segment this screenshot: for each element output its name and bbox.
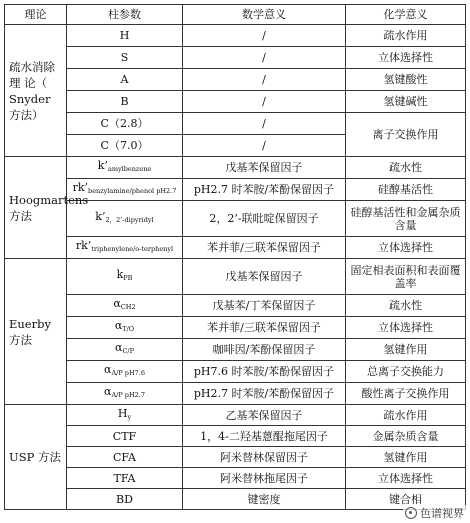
watermark <box>403 505 466 521</box>
table-row <box>5 468 466 489</box>
math-cell: 苯并菲/三联苯保留因子 <box>183 237 346 259</box>
table-row <box>5 361 466 383</box>
chem-cell: 硅醇基活性 <box>346 179 466 201</box>
param-cell: $rk’_{triphenylene/o-terphenyl}$ <box>67 237 183 259</box>
header-row <box>5 5 466 25</box>
math-cell: 阿米替林拖尾因子 <box>183 468 346 489</box>
chem-cell: 氢键碱性 <box>346 91 466 113</box>
table-row <box>5 113 466 135</box>
math-cell: 戊基苯保留因子 <box>183 157 346 179</box>
param-cell: $rk’_{benzylamine/phenol pH2.7}$ <box>67 179 183 201</box>
table-row <box>5 69 466 91</box>
chem-cell: 金属杂质含量 <box>346 426 466 447</box>
chem-cell: 总离子交换能力 <box>346 361 466 383</box>
math-cell: / <box>183 47 346 69</box>
table-row <box>5 405 466 426</box>
chem-cell: 固定相表面积和表面覆盖率 <box>346 259 466 295</box>
param-cell: CFA <box>67 447 183 468</box>
math-cell: 戊基苯保留因子 <box>183 259 346 295</box>
math-cell: 1，4-二羟基蒽醌拖尾因子 <box>183 426 346 447</box>
param-cell: $k’_{amylbenzene}$ <box>67 157 183 179</box>
math-cell: / <box>183 135 346 157</box>
table-row <box>5 489 466 510</box>
chem-cell: 氢键作用 <box>346 339 466 361</box>
math-cell: 咖啡因/苯酚保留因子 <box>183 339 346 361</box>
param-cell: $k_{PB}$ <box>67 259 183 295</box>
math-cell: 乙基苯保留因子 <box>183 405 346 426</box>
chem-cell: 疏水性 <box>346 295 466 317</box>
param-cell: $\alpha_{A/P pH2.7}$ <box>67 383 183 405</box>
chem-cell: 立体选择性 <box>346 47 466 69</box>
chem-cell: 立体选择性 <box>346 468 466 489</box>
chem-cell: 立体选择性 <box>346 317 466 339</box>
param-cell: B <box>67 91 183 113</box>
math-cell: / <box>183 69 346 91</box>
math-cell: / <box>183 25 346 47</box>
table-row <box>5 91 466 113</box>
chem-cell: 离子交换作用 <box>346 113 466 157</box>
param-cell: TFA <box>67 468 183 489</box>
math-cell: 苯并菲/三联苯保留因子 <box>183 317 346 339</box>
table-row <box>5 383 466 405</box>
param-cell: $k’_{2,2’-dipyridyl}$ <box>67 201 183 237</box>
param-cell: $H_y$ <box>67 405 183 426</box>
table-row <box>5 237 466 259</box>
header-chem: 化学意义 <box>346 5 466 25</box>
table-row <box>5 447 466 468</box>
theory-snyder: 疏水消除理 论（ Snyder 方法） <box>5 25 67 157</box>
param-cell: A <box>67 69 183 91</box>
chem-cell: 硅醇基活性和金属杂质含量 <box>346 201 466 237</box>
watermark-text: 色谱视界 <box>420 507 464 520</box>
math-cell: pH2.7 时苯胺/苯酚保留因子 <box>183 383 346 405</box>
chem-cell: 氢键酸性 <box>346 69 466 91</box>
chem-cell: 疏水作用 <box>346 25 466 47</box>
param-cell: C（7.0） <box>67 135 183 157</box>
table-row <box>5 157 466 179</box>
table-row <box>5 295 466 317</box>
math-cell: pH2.7 时苯胺/苯酚保留因子 <box>183 179 346 201</box>
table-row <box>5 259 466 295</box>
param-cell: BD <box>67 489 183 510</box>
chem-cell: 酸性离子交换作用 <box>346 383 466 405</box>
math-cell: 阿米替林保留因子 <box>183 447 346 468</box>
param-cell: $\alpha_{CH2}$ <box>67 295 183 317</box>
chem-cell: 疏水性 <box>346 157 466 179</box>
math-cell: 键密度 <box>183 489 346 510</box>
math-cell: 戊基苯/丁苯保留因子 <box>183 295 346 317</box>
chem-cell: 键合相 <box>346 489 466 510</box>
theory-usp: USP 方法 <box>5 405 67 510</box>
header-param: 柱参数 <box>67 5 183 25</box>
param-cell: CTF <box>67 426 183 447</box>
param-cell: S <box>67 47 183 69</box>
math-cell: / <box>183 113 346 135</box>
table-row <box>5 179 466 201</box>
chem-cell: 氢键作用 <box>346 447 466 468</box>
chem-cell: 立体选择性 <box>346 237 466 259</box>
table-row <box>5 25 466 47</box>
param-cell: H <box>67 25 183 47</box>
math-cell: / <box>183 91 346 113</box>
table-row <box>5 339 466 361</box>
table-row <box>5 426 466 447</box>
math-cell: 2，2’-联吡啶保留因子 <box>183 201 346 237</box>
param-cell: $\alpha_{C/P}$ <box>67 339 183 361</box>
param-cell: $\alpha_{A/P pH7.6}$ <box>67 361 183 383</box>
param-cell: $\alpha_{T/O}$ <box>67 317 183 339</box>
header-math: 数学意义 <box>183 5 346 25</box>
header-theory: 理论 <box>5 5 67 25</box>
theory-euerby: Euerby 方法 <box>5 259 67 405</box>
wechat-icon <box>405 507 417 519</box>
table-row <box>5 317 466 339</box>
chem-cell: 疏水作用 <box>346 405 466 426</box>
table-row <box>5 47 466 69</box>
column-parameter-table <box>4 4 466 510</box>
theory-hoogmartens: Hoogmartens 方法 <box>5 157 67 259</box>
param-cell: C（2.8） <box>67 113 183 135</box>
math-cell: pH7.6 时苯胺/苯酚保留因子 <box>183 361 346 383</box>
